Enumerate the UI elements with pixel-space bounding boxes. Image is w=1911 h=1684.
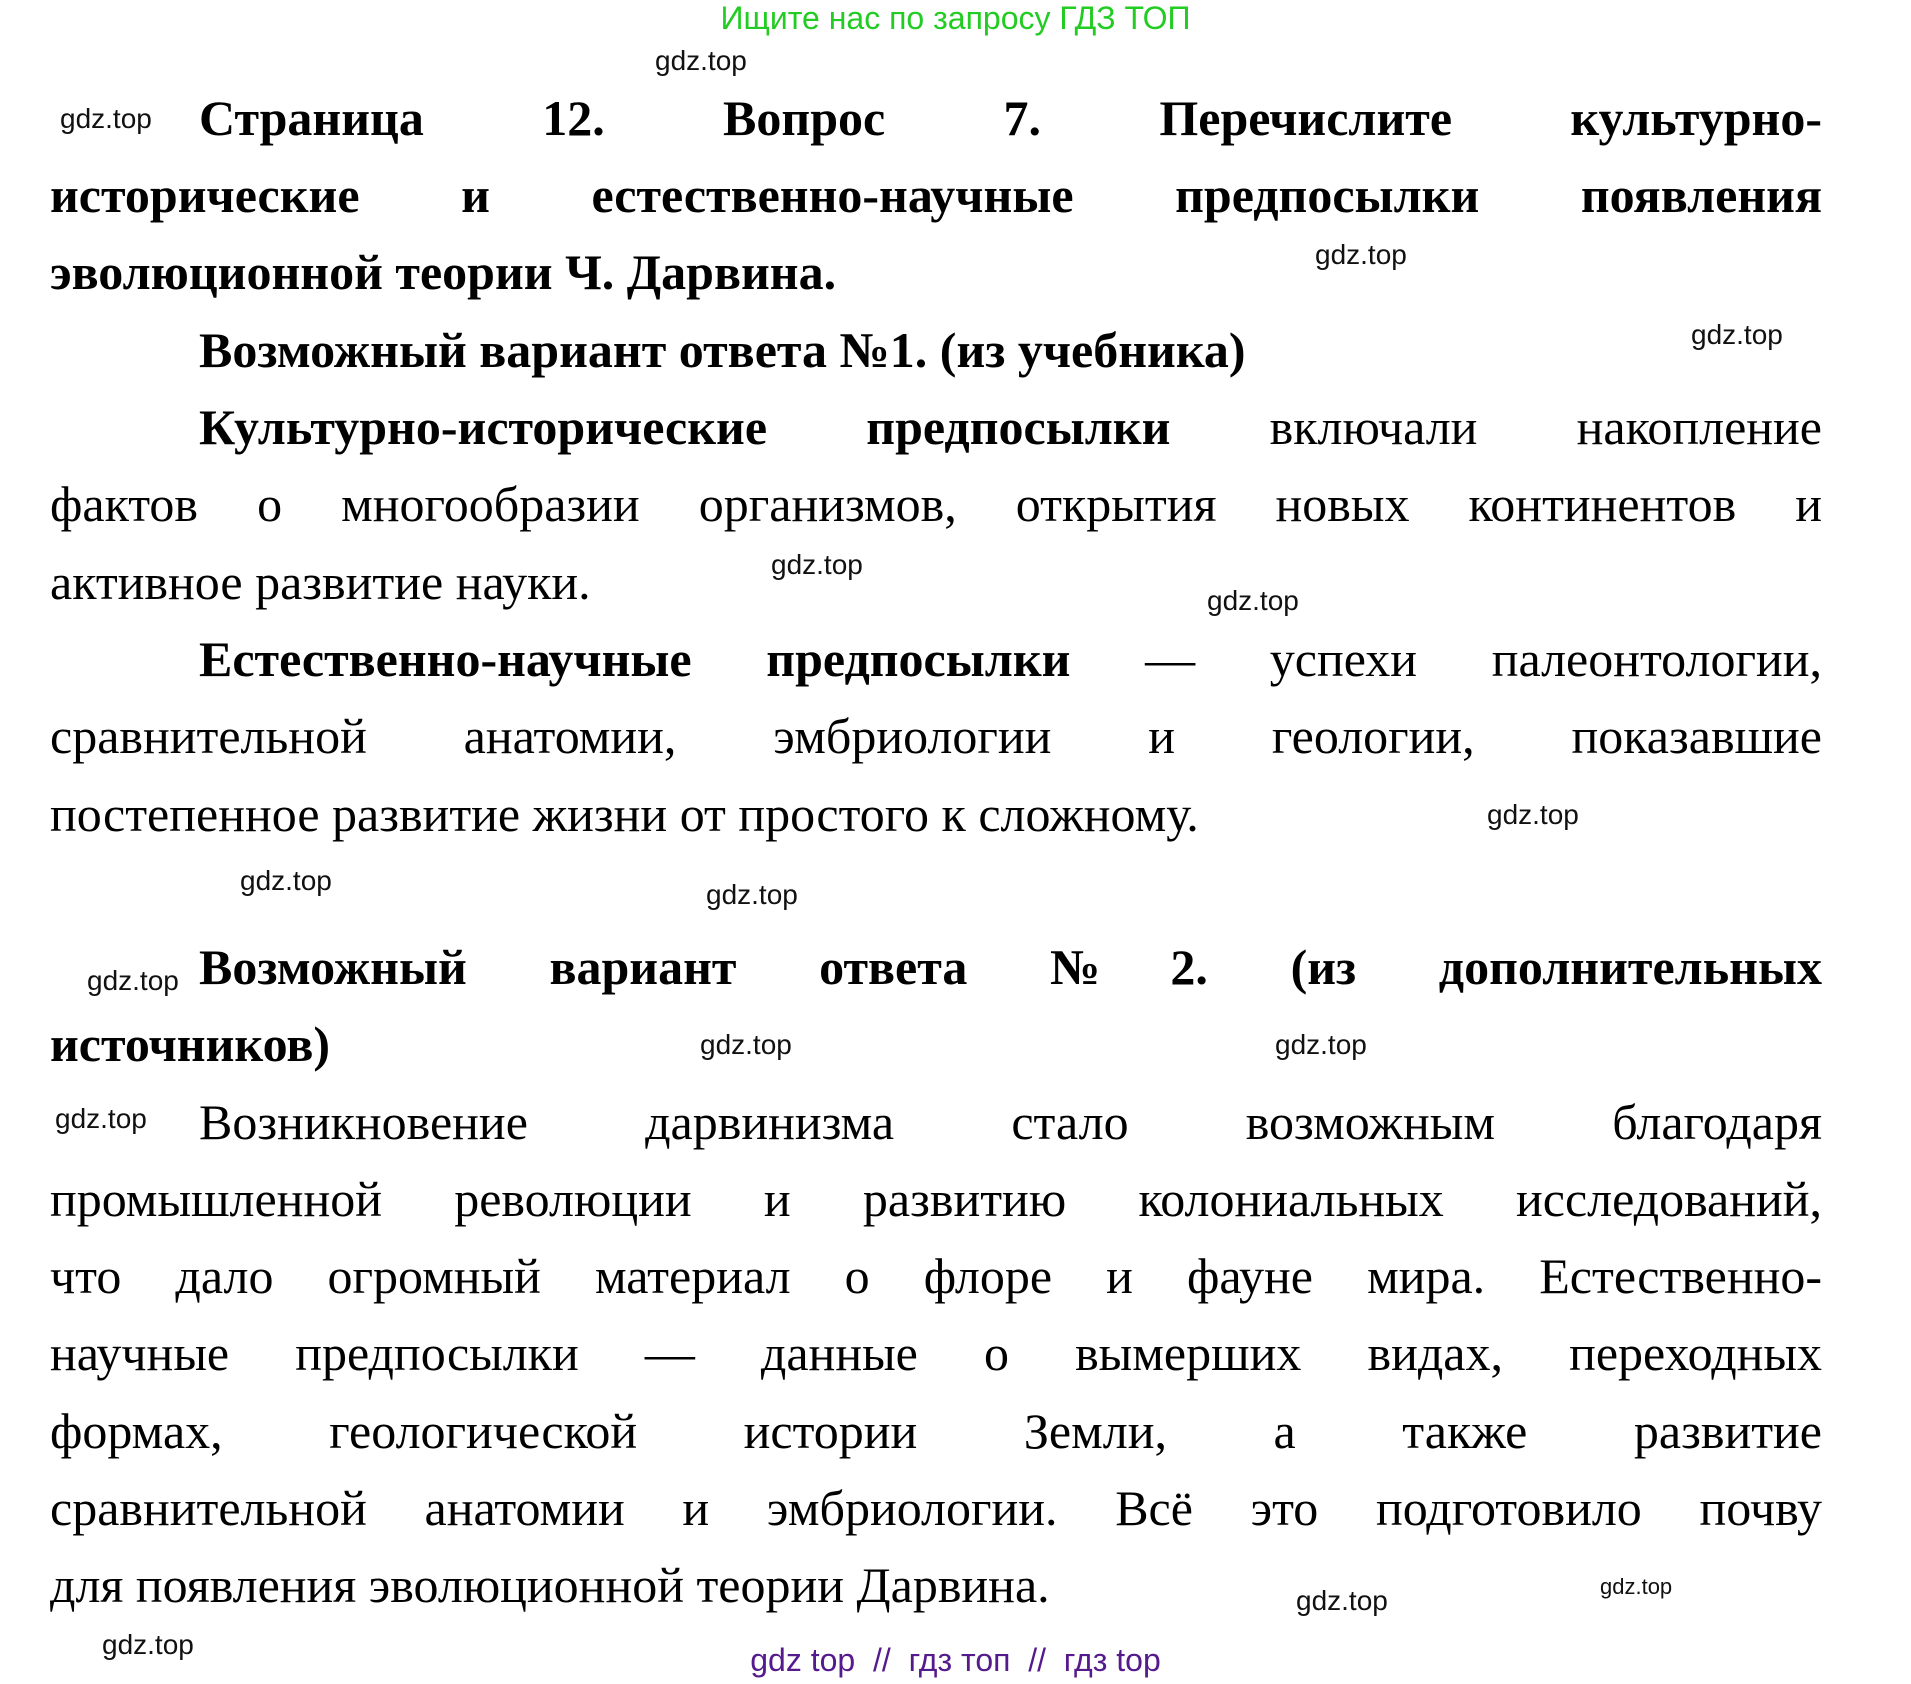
- text: — успехи палеонтологии,: [1070, 631, 1822, 687]
- search-banner: Ищите нас по запросу ГДЗ ТОП: [720, 0, 1191, 36]
- question-title-line: исторические и естественно-научные предпосылки появления: [50, 167, 1822, 223]
- footer-links: gdz top // гдз топ // гдз top: [750, 1642, 1161, 1678]
- watermark: gdz.top: [1691, 319, 1783, 350]
- watermark: gdz.top: [55, 1103, 147, 1134]
- variant1-paragraph2-line: постепенное развитие жизни от простого к сложному.: [50, 786, 1199, 842]
- watermark: gdz.top: [240, 865, 332, 896]
- variant1-paragraph1-line: [199, 389, 1822, 466]
- variant2-line: научные предпосылки — данные о вымерших видах, переходных: [50, 1325, 1822, 1381]
- watermark: gdz.top: [1315, 239, 1407, 270]
- text: включали накопление: [1170, 399, 1822, 455]
- variant1-heading: Возможный вариант ответа №1. (из учебника): [199, 322, 1246, 378]
- bold-term: Культурно-исторические предпосылки: [199, 399, 1171, 455]
- watermark: gdz.top: [1600, 1574, 1673, 1599]
- variant2-line: что дало огромный материал о флоре и фауне мира. Естественно-: [50, 1248, 1822, 1304]
- bold-term: Естественно-научные предпосылки: [199, 631, 1071, 687]
- variant1-paragraph2-line: сравнительной анатомии, эмбриологии и геологии, показавшие: [50, 708, 1822, 764]
- variant2-line: промышленной революции и развитию колониальных исследований,: [50, 1171, 1822, 1227]
- watermark: gdz.top: [87, 965, 179, 996]
- variant2-line: сравнительной анатомии и эмбриологии. Всё это подготовило почву: [50, 1480, 1822, 1536]
- variant2-heading: источников): [50, 1016, 330, 1072]
- watermark: gdz.top: [700, 1029, 792, 1060]
- watermark: gdz.top: [771, 549, 863, 580]
- watermark: gdz.top: [706, 879, 798, 910]
- watermark: gdz.top: [1207, 585, 1299, 616]
- watermark: gdz.top: [1487, 799, 1579, 830]
- variant2-line: Возникновение дарвинизма стало возможным благодаря: [199, 1094, 1822, 1150]
- watermark: gdz.top: [60, 103, 152, 134]
- variant2-line: формах, геологической истории Земли, а также развитие: [50, 1403, 1822, 1459]
- question-title-line: Страница 12. Вопрос 7. Перечислите культурно-: [199, 90, 1822, 146]
- watermark: gdz.top: [1296, 1585, 1388, 1616]
- watermark: gdz.top: [102, 1629, 194, 1660]
- variant1-paragraph2-line: [199, 621, 1822, 698]
- watermark: gdz.top: [655, 45, 747, 76]
- variant1-paragraph1-line: активное развитие науки.: [50, 554, 591, 610]
- variant2-heading: Возможный вариант ответа №2. (из дополнительных: [199, 939, 1822, 995]
- variant1-paragraph1-line: фактов о многообразии организмов, открытия новых континентов и: [50, 476, 1822, 532]
- watermark: gdz.top: [1275, 1029, 1367, 1060]
- question-title-line: эволюционной теории Ч. Дарвина.: [50, 244, 837, 300]
- variant2-line: для появления эволюционной теории Дарвина.: [50, 1557, 1050, 1613]
